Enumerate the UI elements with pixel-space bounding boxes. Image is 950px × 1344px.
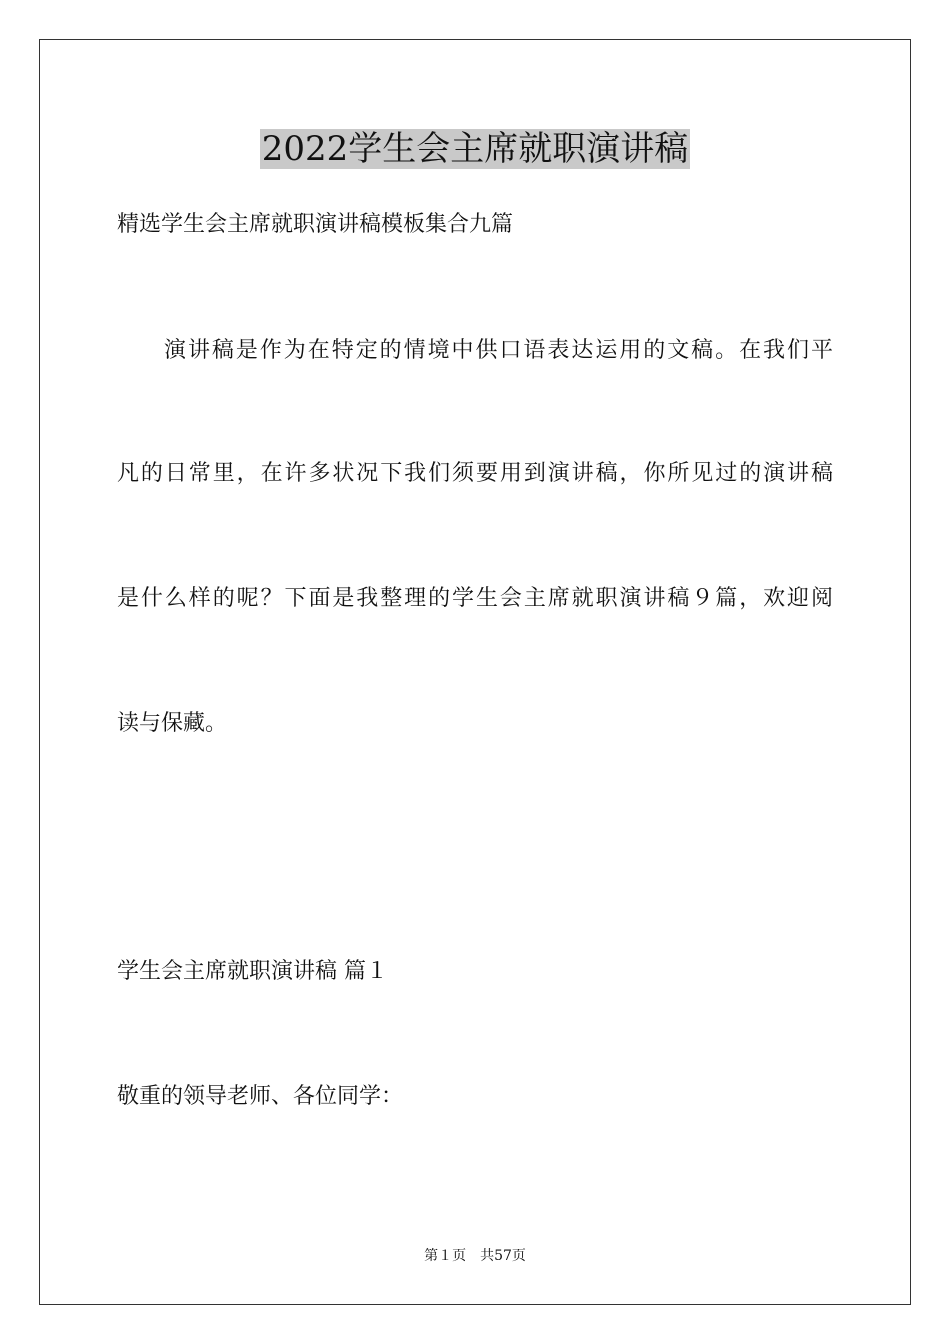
document-title bbox=[0, 125, 950, 173]
salutation: 敬重的领导老师、各位同学： bbox=[117, 1084, 404, 1109]
document-title-text: 2022学生会主席就职演讲稿 bbox=[261, 129, 689, 169]
document-subtitle: 精选学生会主席就职演讲稿模板集合九篇 bbox=[117, 212, 514, 237]
page-footer bbox=[0, 1246, 950, 1266]
page-total: 共57页 bbox=[480, 1248, 526, 1264]
page-number: 第１页 bbox=[424, 1248, 467, 1264]
intro-line-4: 读与保藏。 bbox=[117, 711, 228, 736]
section-heading: 学生会主席就职演讲稿 篇１ bbox=[117, 959, 388, 984]
intro-line-3: 是什么样的呢？下面是我整理的学生会主席就职演讲稿９篇，欢迎阅 bbox=[117, 586, 833, 611]
intro-line-2: 凡的日常里，在许多状况下我们须要用到演讲稿，你所见过的演讲稿 bbox=[117, 461, 833, 486]
intro-line-1: 演讲稿是作为在特定的情境中供口语表达运用的文稿。在我们平 bbox=[164, 338, 833, 363]
